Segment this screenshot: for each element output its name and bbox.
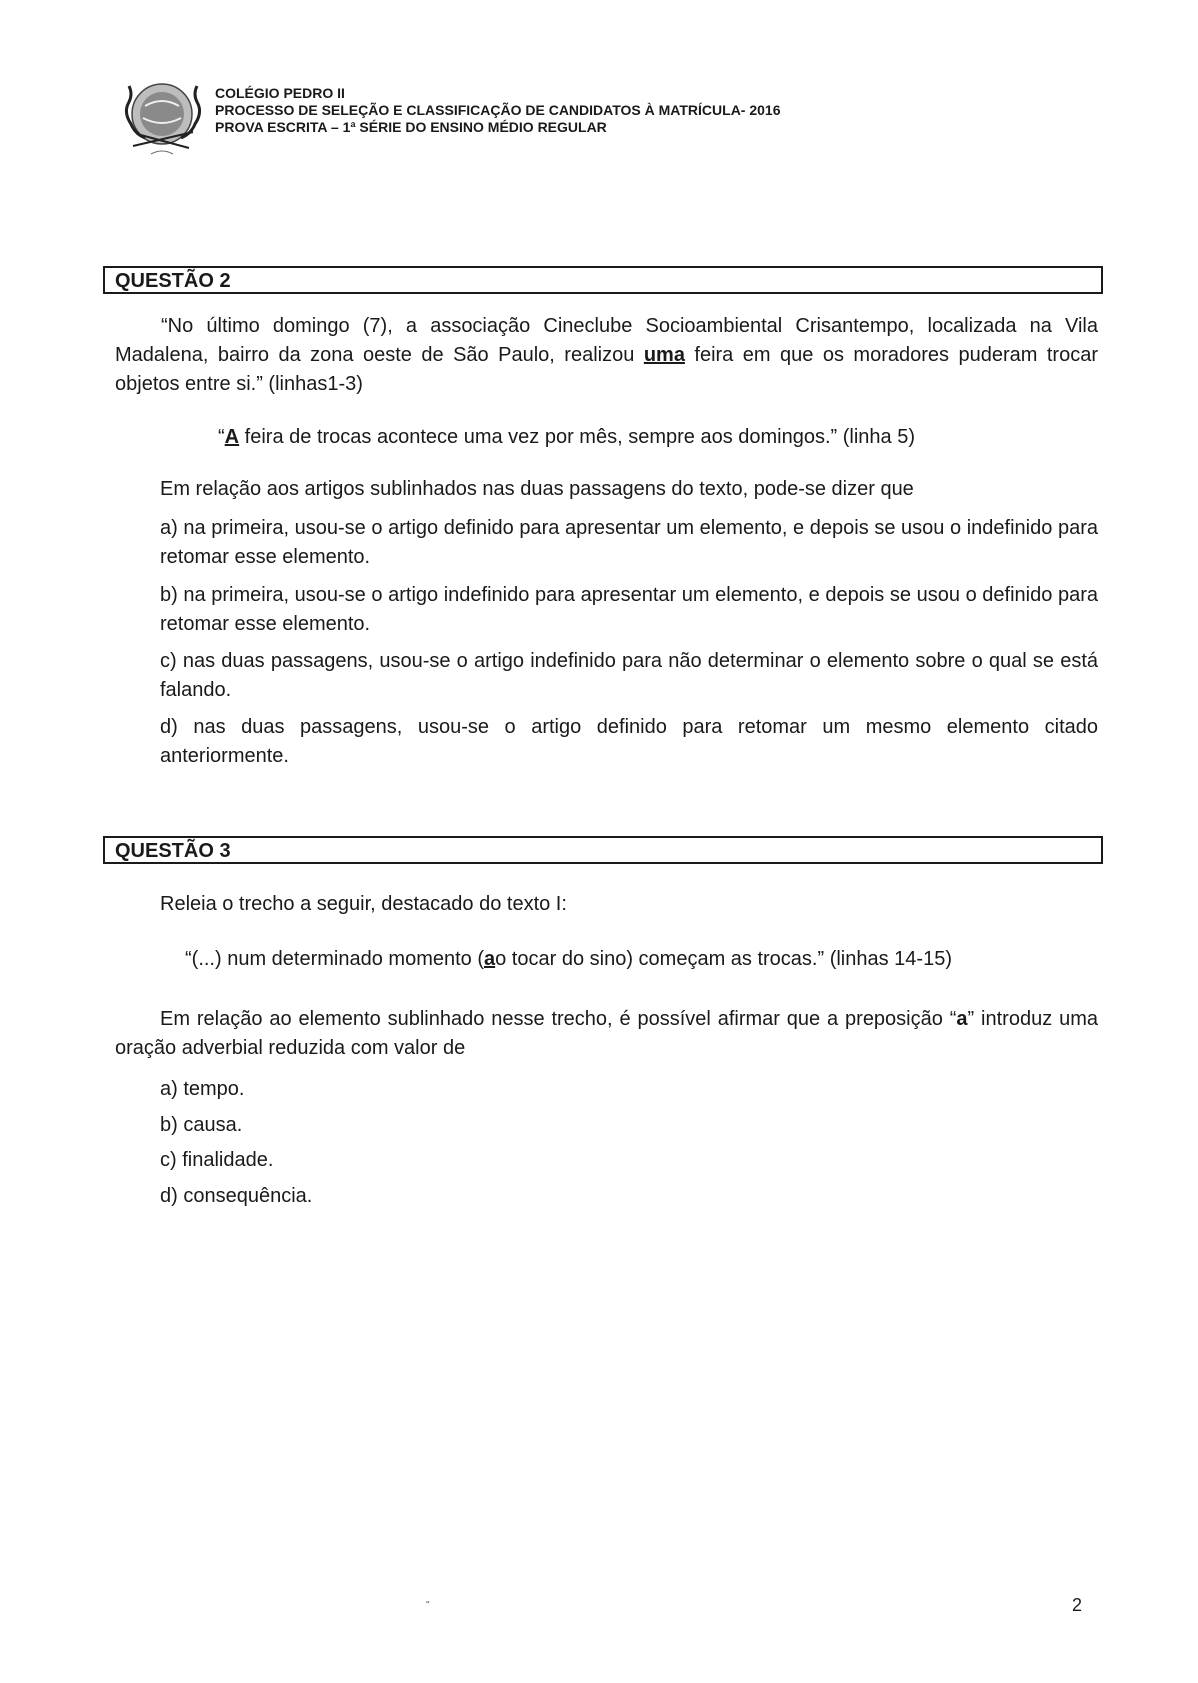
school-name: COLÉGIO PEDRO II — [215, 85, 345, 101]
page-number: 2 — [1072, 1595, 1083, 1615]
question-3-option-b: b) causa. — [160, 1114, 243, 1136]
question-2-option-a: a) na primeira, usou-se o artigo definido para apresentar um elemento, e depois se usou o indefinido para retomar esse elemento. — [160, 517, 1098, 568]
underlined-article-uma: uma — [643, 344, 685, 366]
question-2-stem: Em relação aos artigos sublinhados nas duas passagens do texto, pode-se dizer que — [160, 478, 914, 500]
selection-process-title: PROCESSO DE SELEÇÃO E CLASSIFICAÇÃO DE CANDIDATOS À MATRÍCULA- 2016 — [215, 102, 781, 118]
question-3-option-a: a) tempo. — [160, 1078, 245, 1100]
question-3-stem: Em relação ao elemento sublinhado nesse trecho, é possível afirmar que a preposição “a” introduz uma oração adverbial reduzida com valor de — [115, 1008, 1098, 1059]
question-3-option-d: d) consequência. — [160, 1185, 313, 1207]
question-2-option-b: b) na primeira, usou-se o artigo indefinido para apresentar um elemento, e depois se usou o definido para retomar esse elemento. — [160, 584, 1098, 635]
question-3-intro: Releia o trecho a seguir, destacado do texto I: — [160, 893, 567, 915]
question-2-header-box — [103, 266, 1103, 294]
question-2-quote-2: “A feira de trocas acontece uma vez por mês, sempre aos domingos.” (linha 5) — [218, 426, 915, 448]
document-header — [115, 76, 875, 166]
underlined-preposition-a: a — [484, 948, 496, 970]
exam-title: PROVA ESCRITA – 1ª SÉRIE DO ENSINO MÉDIO REGULAR — [215, 119, 607, 135]
question-2-option-c: c) nas duas passagens, usou-se o artigo indefinido para não determinar o elemento sobre o qual se está falando. — [160, 650, 1098, 701]
question-3-header-box — [103, 836, 1103, 864]
question-3-quote: “(...) num determinado momento (ao tocar do sino) começam as trocas.” (linhas 14-15) — [185, 948, 952, 970]
question-2-quote-1: “No último domingo (7), a associação Cineclube Socioambiental Crisantempo, localizada na Vila Madalena, bairro da zona oeste de São Paulo, realizou uma feira em que os moradores puderam trocar objetos entre si.” (linhas1-3) — [115, 315, 1098, 395]
question-3-option-c: c) finalidade. — [160, 1149, 274, 1171]
question-2-title: QUESTÃO 2 — [115, 270, 231, 292]
bold-preposition-a: a — [956, 1008, 968, 1030]
scan-speck: " — [426, 1600, 430, 1611]
underlined-article-a: A — [224, 426, 240, 448]
school-emblem-logo — [115, 76, 211, 162]
question-3-title: QUESTÃO 3 — [115, 840, 231, 862]
question-2-option-d: d) nas duas passagens, usou-se o artigo definido para retomar um mesmo elemento citado anteriormente. — [160, 716, 1098, 767]
